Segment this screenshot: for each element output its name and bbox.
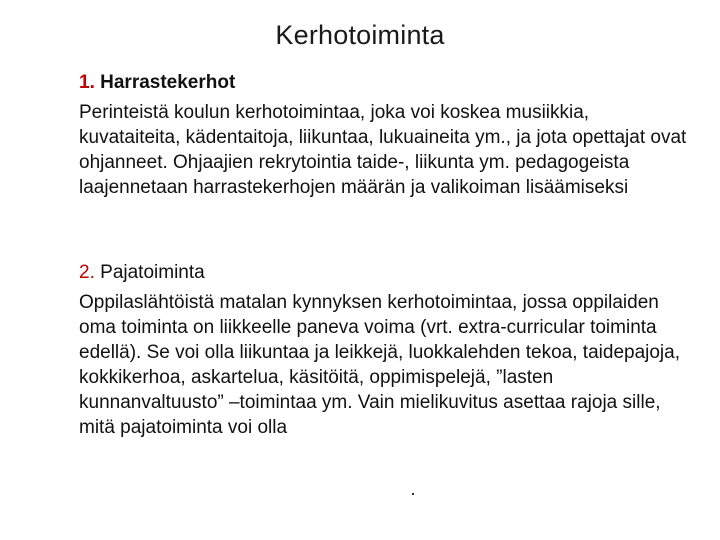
section-heading-text: Pajatoiminta: [100, 262, 205, 283]
section-heading-text: Harrastekerhot: [100, 72, 236, 93]
section-number: 1.: [79, 72, 95, 93]
section-heading: [79, 260, 694, 286]
section-heading: [79, 70, 694, 96]
section-number: 2.: [79, 262, 95, 283]
section-body: Perinteistä koulun kerhotoimintaa, joka voi koskea musiikkia, kuvataiteita, kädentaitoja, liikuntaa, lukuaineita ym., ja jota opettajat ovat ohjanneet. Ohjaajien rekrytointia taide-, liikunta ym. pedagogeista laajennetaan harrastekerhojen määrän ja valikoiman lisäämiseksi: [79, 102, 687, 198]
section-pajatoiminta: [79, 260, 694, 440]
section-body: Oppilaslähtöistä matalan kynnyksen kerhotoimintaa, jossa oppilaiden oma toiminta on liikkeelle paneva voima (vrt. extra-curricular toiminta edellä). Se voi olla liikuntaa ja leikkejä, luokkalehden tekoa, taidepajoja, kokkikerhoa, askartelua, käsitöitä, oppimispelejä, ”lasten kunnanvaltuusto” –toimintaa ym. Vain mielikuvitus asettaa rajoja sille, mitä pajatoiminta voi olla: [79, 292, 680, 438]
stray-dot: [412, 493, 414, 495]
section-harrastekerhot: [79, 70, 694, 200]
slide-title: Kerhotoiminta: [275, 20, 445, 50]
